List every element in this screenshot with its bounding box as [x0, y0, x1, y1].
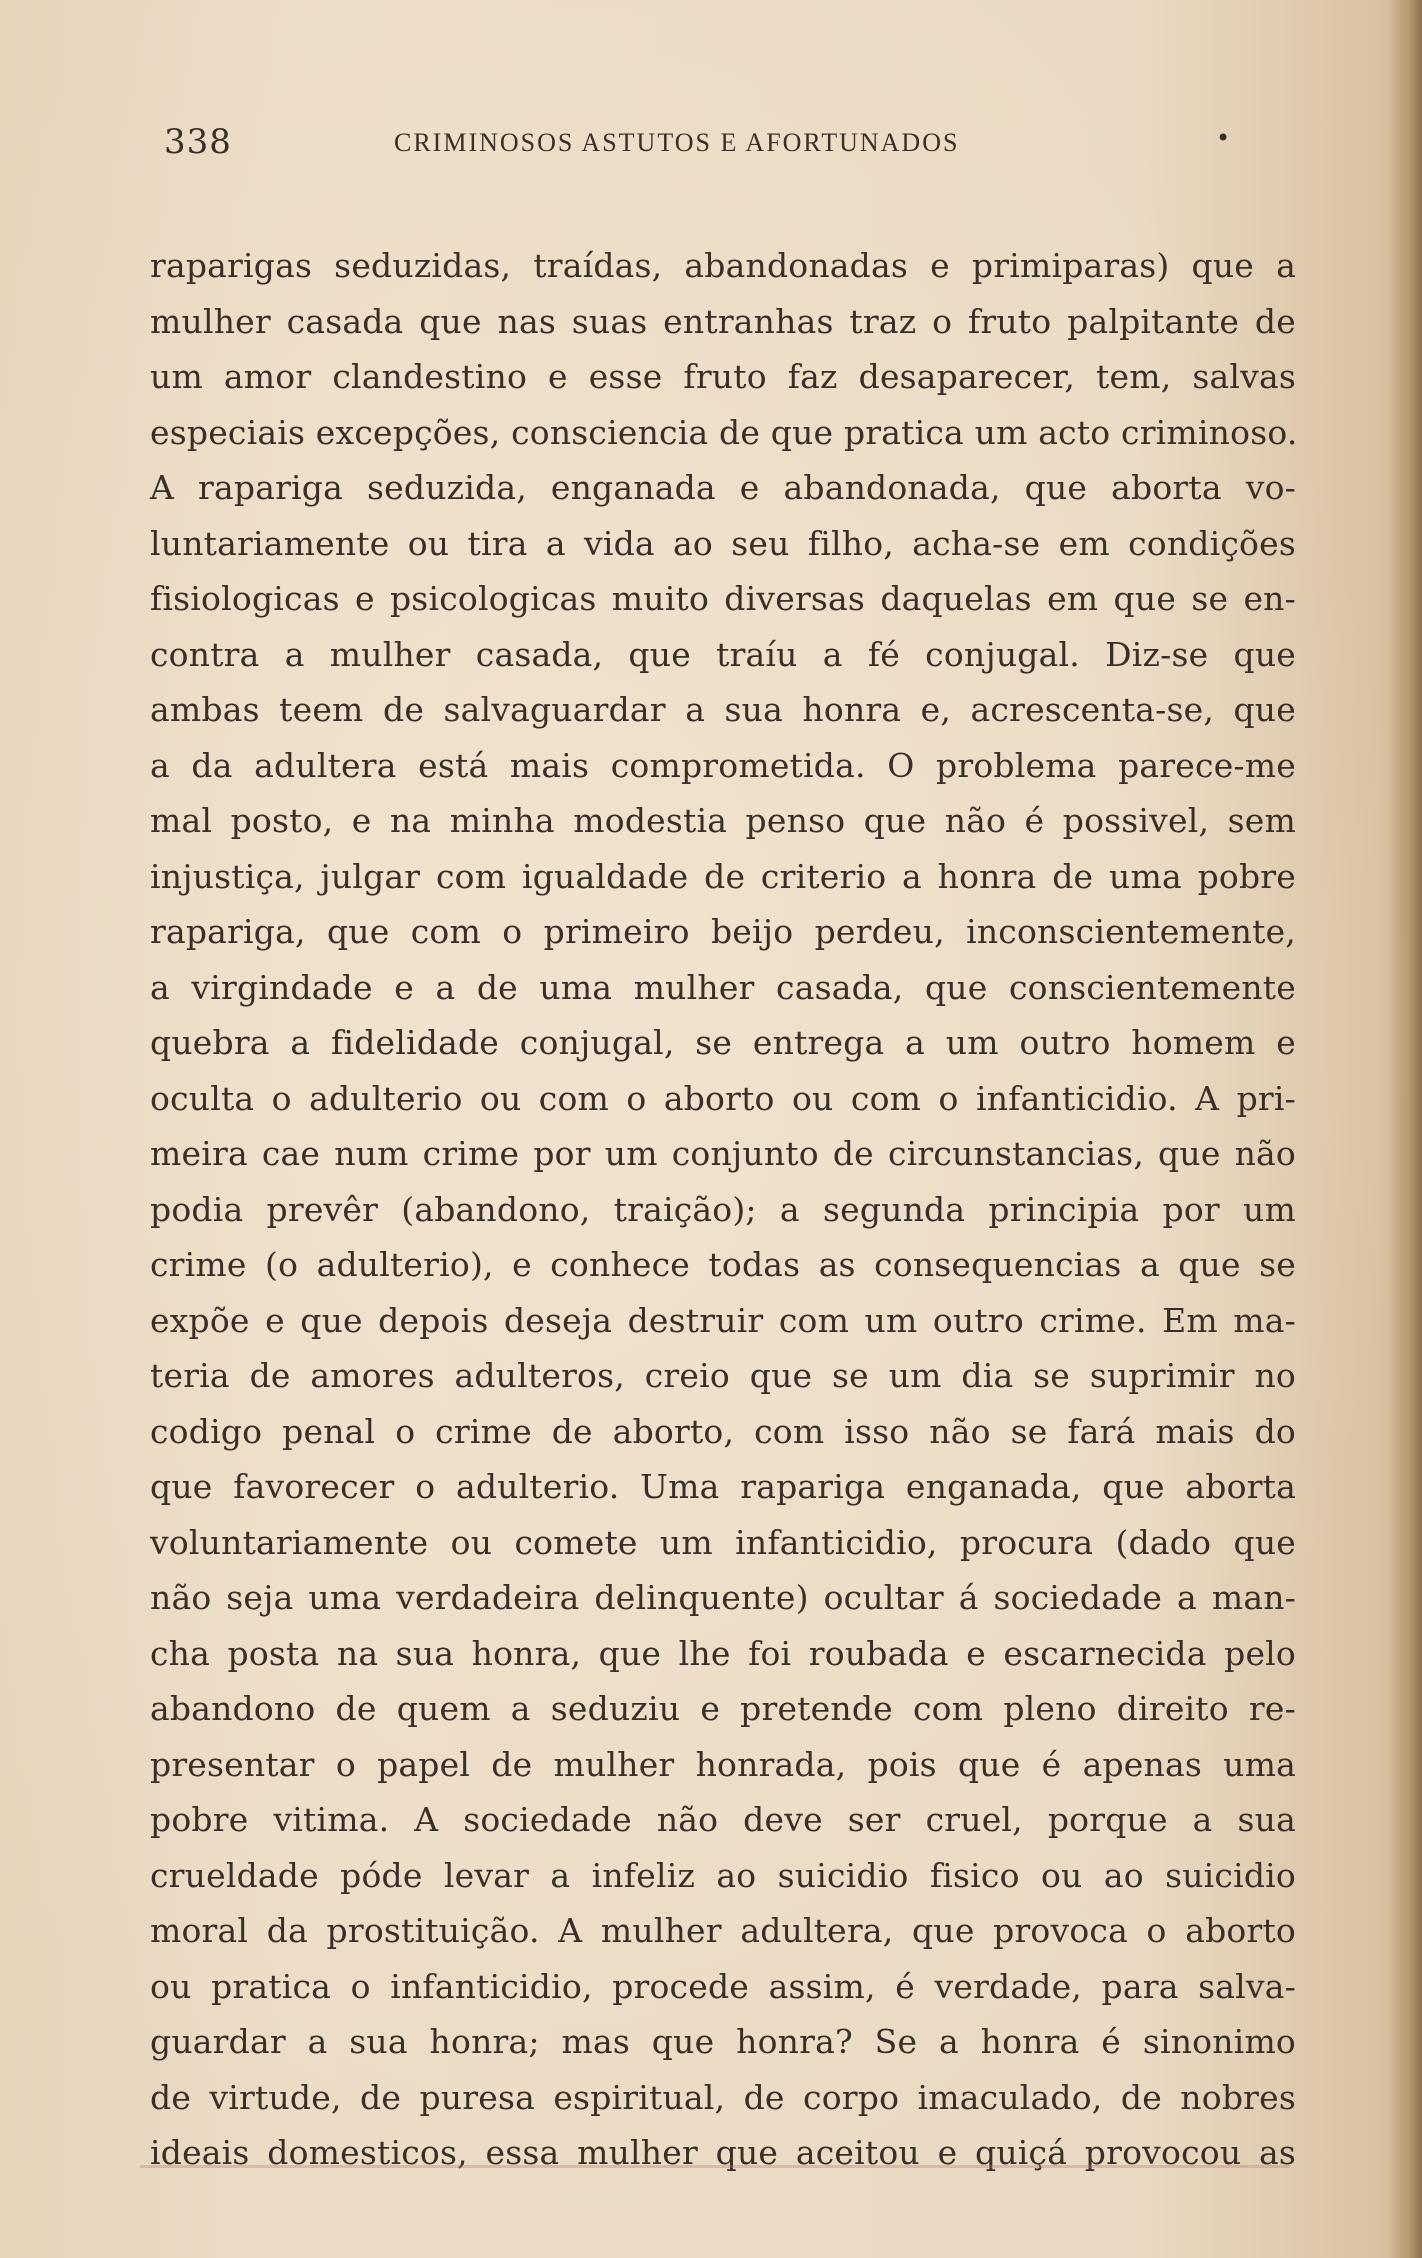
text-line: mulher casada que nas suas entranhas traz o fruto palpitante de [150, 301, 1296, 341]
text-line: abandono de quem a seduziu e pretende com pleno direito re- [150, 1689, 1296, 1728]
body-text [150, 238, 1296, 2181]
text-line: luntariamente ou tira a vida ao seu filho, acha-se em condições [150, 523, 1296, 563]
text-line: podia prevêr (abandono, traição); a segunda principia por um [150, 1189, 1296, 1229]
page-edge-shadow [1388, 0, 1422, 2258]
text-line: injustiça, julgar com igualdade de criterio a honra de uma pobre [150, 856, 1296, 896]
text-line: de virtude, de puresa espiritual, de corpo imaculado, de nobres [150, 2077, 1296, 2117]
text-line: a virgindade e a de uma mulher casada, que conscientemente [150, 967, 1296, 1007]
text-line: contra a mulher casada, que traíu a fé conjugal. Diz-se que [150, 634, 1296, 674]
running-title: CRIMINOSOS ASTUTOS E AFORTUNADOS [394, 128, 960, 157]
text-line: não seja uma verdadeira delinquente) ocultar á sociedade a man- [150, 1578, 1296, 1617]
text-line: oculta o adulterio ou com o aborto ou com o infanticidio. A pri- [150, 1078, 1296, 1118]
text-line: ambas teem de salvaguardar a sua honra e, acrescenta-se, que [150, 690, 1296, 729]
text-line: A rapariga seduzida, enganada e abandonada, que aborta vo- [150, 468, 1296, 507]
text-line: ou pratica o infanticidio, procede assim, é verdade, para salva- [150, 1966, 1296, 2006]
text-line: raparigas seduzidas, traídas, abandonadas e primiparas) que a [150, 246, 1296, 285]
text-line: mal posto, e na minha modestia penso que não é possivel, sem [150, 801, 1296, 840]
text-line: rapariga, que com o primeiro beijo perdeu, inconscientemente, [150, 912, 1296, 951]
text-line: cha posta na sua honra, que lhe foi roubada e escarnecida pelo [150, 1633, 1296, 1673]
text-line: um amor clandestino e esse fruto faz desaparecer, tem, salvas [150, 357, 1296, 396]
text-line: crime (o adulterio), e conhece todas as consequencias a que se [150, 1245, 1296, 1284]
text-line: moral da prostituição. A mulher adultera, que provoca o aborto [150, 1911, 1296, 1950]
text-line: especiais excepções, consciencia de que pratica um acto criminoso. [150, 412, 1298, 452]
text-line: expõe e que depois deseja destruir com um outro crime. Em ma- [150, 1300, 1296, 1340]
text-line: crueldade póde levar a infeliz ao suicidio fisico ou ao suicidio [150, 1855, 1296, 1895]
text-line: guardar a sua honra; mas que honra? Se a honra é sinonimo [150, 2022, 1296, 2061]
text-line: presentar o papel de mulher honrada, pois que é apenas uma [150, 1744, 1296, 1784]
ink-stain-line [140, 2165, 1290, 2168]
text-line: pobre vitima. A sociedade não deve ser cruel, porque a sua [150, 1800, 1296, 1839]
text-line: que favorecer o adulterio. Uma rapariga enganada, que aborta [150, 1467, 1296, 1506]
text-line: quebra a fidelidade conjugal, se entrega a um outro homem e [150, 1023, 1296, 1062]
text-line: teria de amores adulteros, creio que se um dia se suprimir no [150, 1356, 1296, 1395]
header-mark: • [1216, 124, 1232, 152]
text-line: ideais domesticos, essa mulher que aceitou e quiçá provocou as [150, 2133, 1296, 2172]
text-line: codigo penal o crime de aborto, com isso não se fará mais do [150, 1411, 1296, 1451]
page-header [164, 118, 1234, 168]
text-line: voluntariamente ou comete um infanticidio, procura (dado que [150, 1522, 1296, 1562]
text-line: meira cae num crime por um conjunto de circunstancias, que não [150, 1134, 1296, 1173]
text-line: fisiologicas e psicologicas muito diversas daquelas em que se en- [150, 579, 1296, 618]
page-number: 338 [164, 122, 232, 162]
text-line: a da adultera está mais comprometida. O problema parece-me [150, 745, 1296, 785]
